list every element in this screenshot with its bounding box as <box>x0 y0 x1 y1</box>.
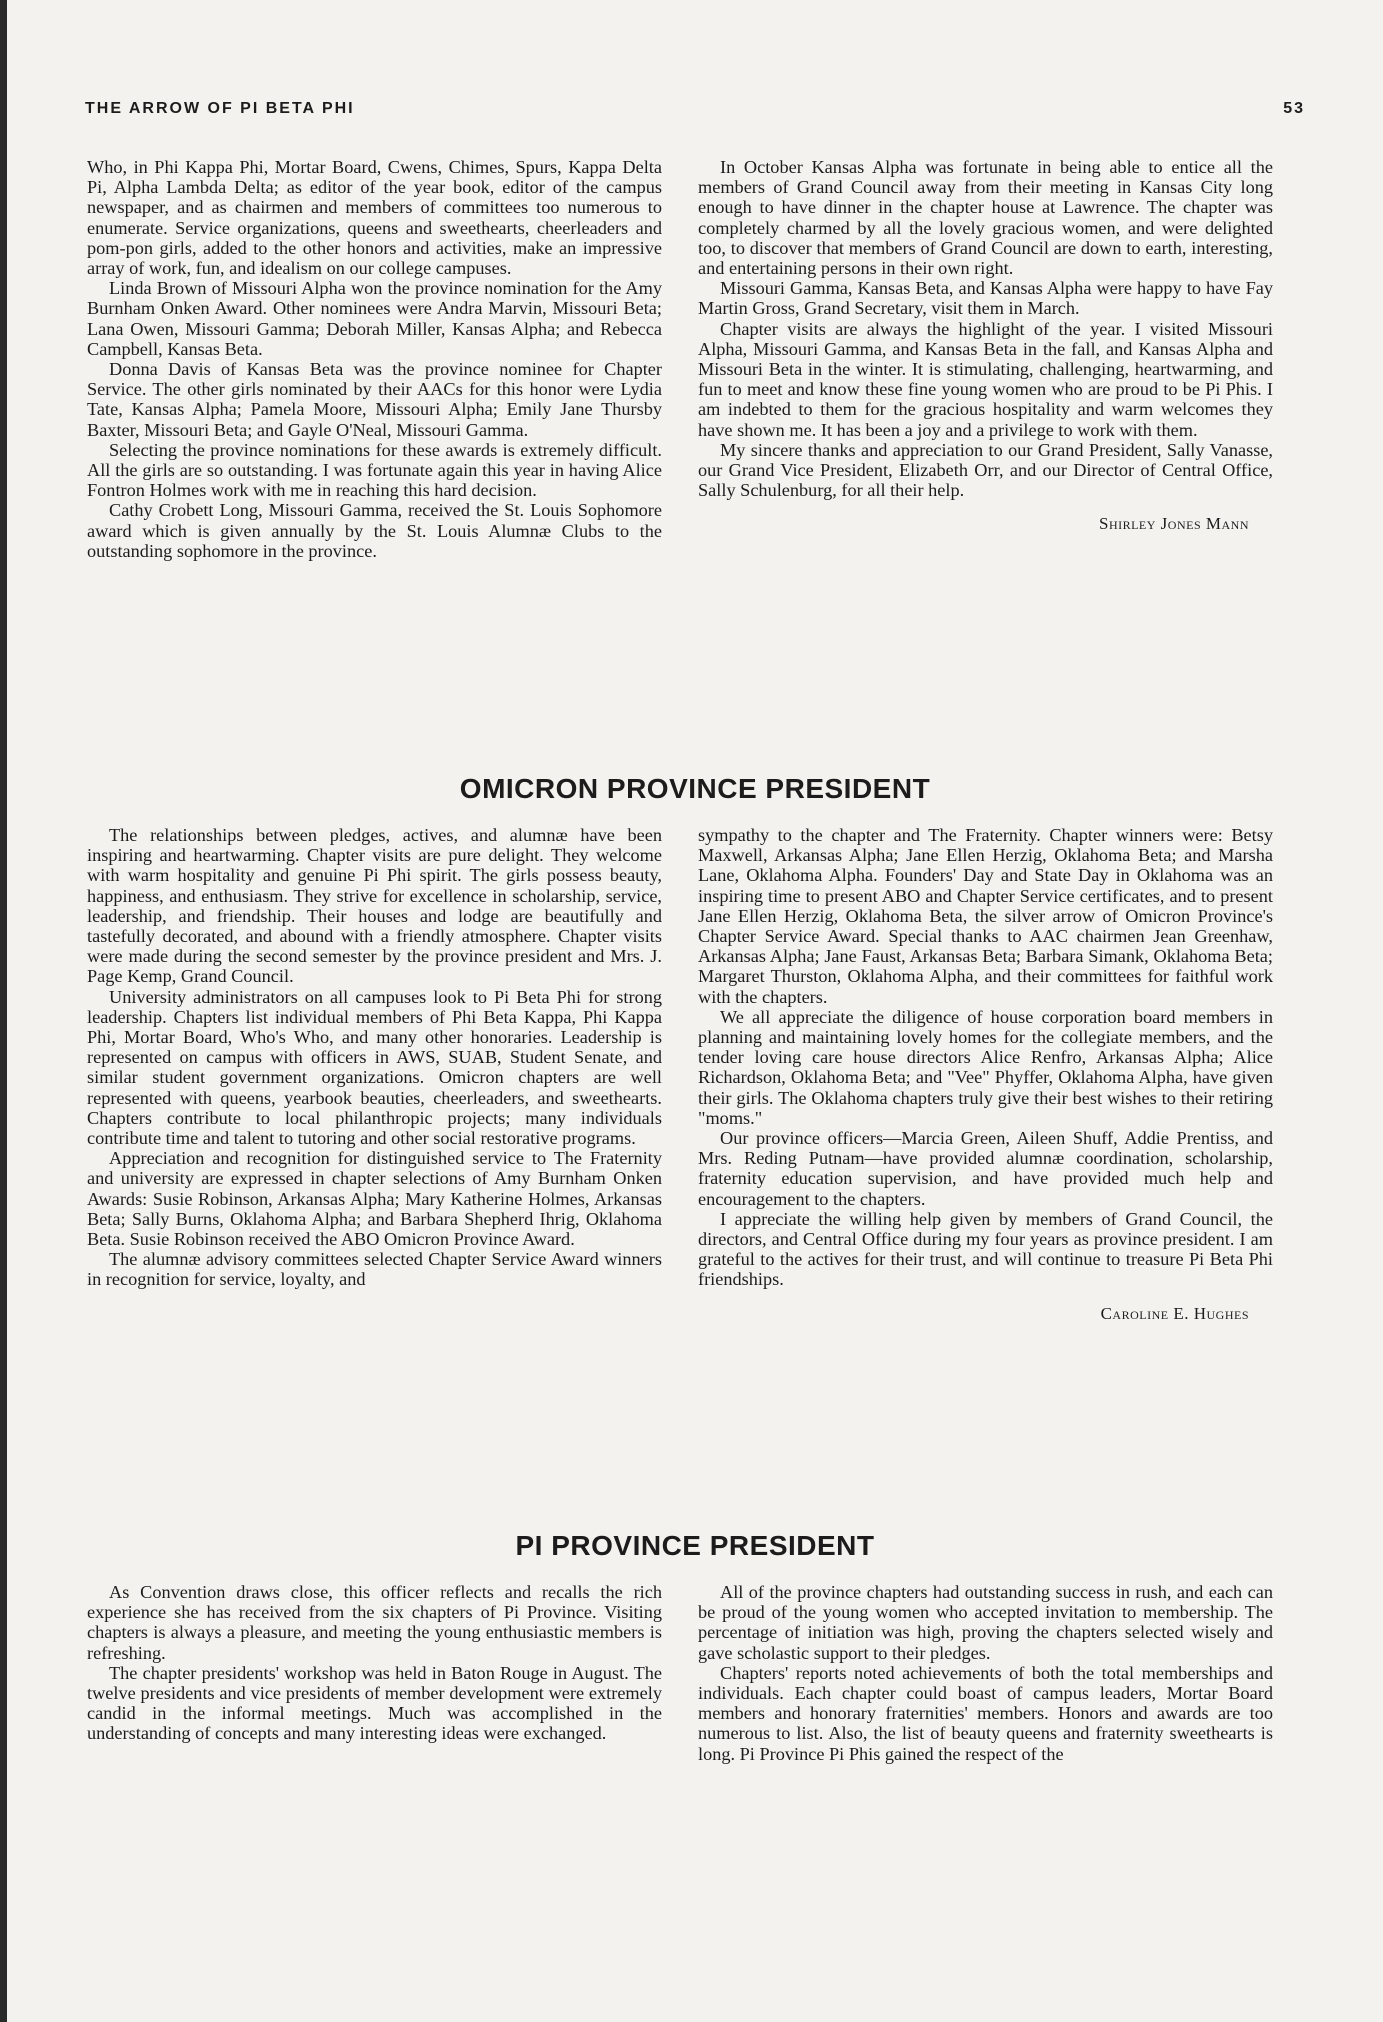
section-title-pi: PI PROVINCE PRESIDENT <box>515 1530 875 1561</box>
paragraph: I appreciate the willing help given by members of Grand Council, the directors, and Central Office during my four years as province president. I am grateful to the actives for their trust, and will continue to treasure Pi Beta Phi friendships. <box>698 1208 1273 1290</box>
signature: Caroline E. Hughes <box>1100 1303 1249 1323</box>
section-title-omicron: OMICRON PROVINCE PRESIDENT <box>459 773 931 804</box>
paragraph: My sincere thanks and appreciation to our Grand President, Sally Vanasse, our Grand Vice President, Elizabeth Orr, and our Director of Central Office, Sally Schulenburg, for all their help. <box>698 439 1273 501</box>
running-head <box>85 100 1305 118</box>
top-section <box>87 157 1273 561</box>
paragraph: Linda Brown of Missouri Alpha won the province nomination for the Amy Burnham Onken Award. Other nominees were Andra Marvin, Missouri Beta; Lana Owen, Missouri Gamma; Deborah Miller, Kansas Alpha; and Rebecca Campbell, Kansas Beta. <box>87 278 662 359</box>
omicron-right-column <box>698 825 1273 1324</box>
pi-section <box>87 1582 1273 1764</box>
paragraph: Appreciation and recognition for distinguished service to The Fraternity and university are expressed in chapter selections of Amy Burnham Onken Awards: Susie Robinson, Arkansas Alpha; Mary Katherine Holmes, Arkansas Beta; Sally Burns, Oklahoma Alpha; and Barbara Shepherd Ihrig, Oklahoma Beta. Susie Robinson received the ABO Omicron Province Award. <box>87 1148 662 1250</box>
top-right-column <box>698 157 1273 561</box>
paragraph: Cathy Crobett Long, Missouri Gamma, received the St. Louis Sophomore award which is given annually by the St. Louis Alumnæ Clubs to the outstanding sophomore in the province. <box>87 500 662 561</box>
paragraph: Who, in Phi Kappa Phi, Mortar Board, Cwens, Chimes, Spurs, Kappa Delta Pi, Alpha Lambda Delta; as editor of the year book, editor of the campus newspaper, and as chairmen and members of committees too numerous to enumerate. Service organizations, queens and sweethearts, cheerleaders and pom-pon girls, added to the other honors and activities, make an impressive array of work, fun, and idealism on our college campuses. <box>87 157 662 279</box>
paragraph: All of the province chapters had outstanding success in rush, and each can be proud of the young women who accepted invitation to membership. The percentage of initiation was high, proving the chapters selected wisely and gave scholastic support to their pledges. <box>698 1582 1273 1663</box>
paragraph: Our province officers—Marcia Green, Aileen Shuff, Addie Prentiss, and Mrs. Reding Putnam—have provided alumnæ coordination, scholarship, fraternity education supervision, and have provided much help and encouragement to the chapters. <box>698 1128 1273 1209</box>
paragraph: Selecting the province nominations for these awards is extremely difficult. All the girls are so outstanding. I was fortunate again this year in having Alice Fontron Holmes work with me in reaching this hard decision. <box>87 439 662 501</box>
paragraph: The chapter presidents' workshop was held in Baton Rouge in August. The twelve presidents and vice presidents of member development were extremely candid in the informal meetings. Much was accomplished in the understanding of concepts and many interesting ideas were exchanged. <box>87 1662 662 1744</box>
omicron-section <box>87 825 1273 1324</box>
paragraph: We all appreciate the diligence of house corporation board members in planning and maintaining lovely homes for the collegiate members, and the tender loving care house directors Alice Renfro, Arkansas Alpha; Alice Richardson, Oklahoma Beta; and "Vee" Phyffer, Oklahoma Alpha, have given their girls. The Oklahoma chapters truly give their best wishes to their retiring "moms." <box>698 1006 1273 1128</box>
paragraph: The alumnæ advisory committees selected Chapter Service Award winners in recognition for service, loyalty, and <box>87 1249 662 1290</box>
paragraph: The relationships between pledges, actives, and alumnæ have been inspiring and heartwarming. Chapter visits are pure delight. They welcome with warm hospitality and genuine Pi Phi spirit. The girls possess beauty, happiness, and enthusiasm. They strive for excellence in scholarship, service, leadership, and friendship. Their houses and lodge are beautifully and tastefully decorated, and abound with a friendly atmosphere. Chapter visits were made during the second semester by the province president and Mrs. J. Page Kemp, Grand Council. <box>87 825 662 987</box>
omicron-left-column <box>87 825 662 1324</box>
paragraph: As Convention draws close, this officer reflects and recalls the rich experience she has received from the six chapters of Pi Province. Visiting chapters is always a pleasure, and meeting the young enthusiastic members is refreshing. <box>87 1582 662 1663</box>
paragraph: Chapters' reports noted achievements of both the total memberships and individuals. Each chapter could boast of campus leaders, Mortar Board members and honorary fraternities' members. Honors and awards are too numerous to list. Also, the list of beauty queens and fraternity sweethearts is long. Pi Province Pi Phis gained the respect of the <box>698 1662 1273 1764</box>
top-left-column <box>87 157 662 561</box>
paragraph: Missouri Gamma, Kansas Beta, and Kansas Alpha were happy to have Fay Martin Gross, Grand Secretary, visit them in March. <box>698 278 1273 319</box>
paragraph: University administrators on all campuses look to Pi Beta Phi for strong leadership. Chapters list individual members of Phi Beta Kappa, Phi Kappa Phi, Mortar Board, Who's Who, and many other honoraries. Leadership is represented on campus with officers in AWS, SUAB, Student Senate, and similar student government organizations. Omicron chapters are well represented with queens, yearbook beauties, cheerleaders, and sweethearts. Chapters contribute to local philanthropic projects; many individuals contribute time and talent to tutoring and other social restorative programs. <box>87 986 662 1149</box>
running-title: THE ARROW OF PI BETA PHI <box>85 100 355 117</box>
pi-left-column <box>87 1582 662 1764</box>
paragraph: sympathy to the chapter and The Fraternity. Chapter winners were: Betsy Maxwell, Arkansas Alpha; Jane Ellen Herzig, Oklahoma Beta; and Marsha Lane, Oklahoma Alpha. Founders' Day and State Day in Oklahoma was an inspiring time to present ABO and Chapter Service certificates, and to present Jane Ellen Herzig, Oklahoma Beta, the silver arrow of Omicron Province's Chapter Service Award. Special thanks to AAC chairmen Jean Greenhaw, Arkansas Alpha; Jane Faust, Arkansas Beta; Barbara Simank, Oklahoma Beta; Margaret Thurston, Oklahoma Alpha, and their committees for faithful work with the chapters. <box>698 825 1273 1007</box>
page-number: 53 <box>1283 100 1305 117</box>
paragraph: In October Kansas Alpha was fortunate in being able to entice all the members of Grand Council away from their meeting in Kansas City long enough to have dinner in the chapter house at Lawrence. The chapter was completely charmed by all the lovely gracious women, and were delighted too, to discover that members of Grand Council are down to earth, interesting, and entertaining persons in their own right. <box>698 157 1273 279</box>
signature: Shirley Jones Mann <box>1098 514 1249 534</box>
paragraph: Chapter visits are always the highlight of the year. I visited Missouri Alpha, Missouri Gamma, and Kansas Beta in the fall, and Kansas Alpha and Missouri Beta in the winter. It is stimulating, challenging, heartwarming, and fun to meet and know these fine young women who are proud to be Pi Phis. I am indebted to them for the gracious hospitality and warm welcomes they have shown me. It has been a joy and a privilege to work with them. <box>698 318 1273 440</box>
pi-right-column <box>698 1582 1273 1764</box>
paragraph: Donna Davis of Kansas Beta was the province nominee for Chapter Service. The other girls nominated by their AACs for this honor were Lydia Tate, Kansas Alpha; Pamela Moore, Missouri Alpha; Emily Jane Thursby Baxter, Missouri Beta; and Gayle O'Neal, Missouri Gamma. <box>87 359 662 440</box>
